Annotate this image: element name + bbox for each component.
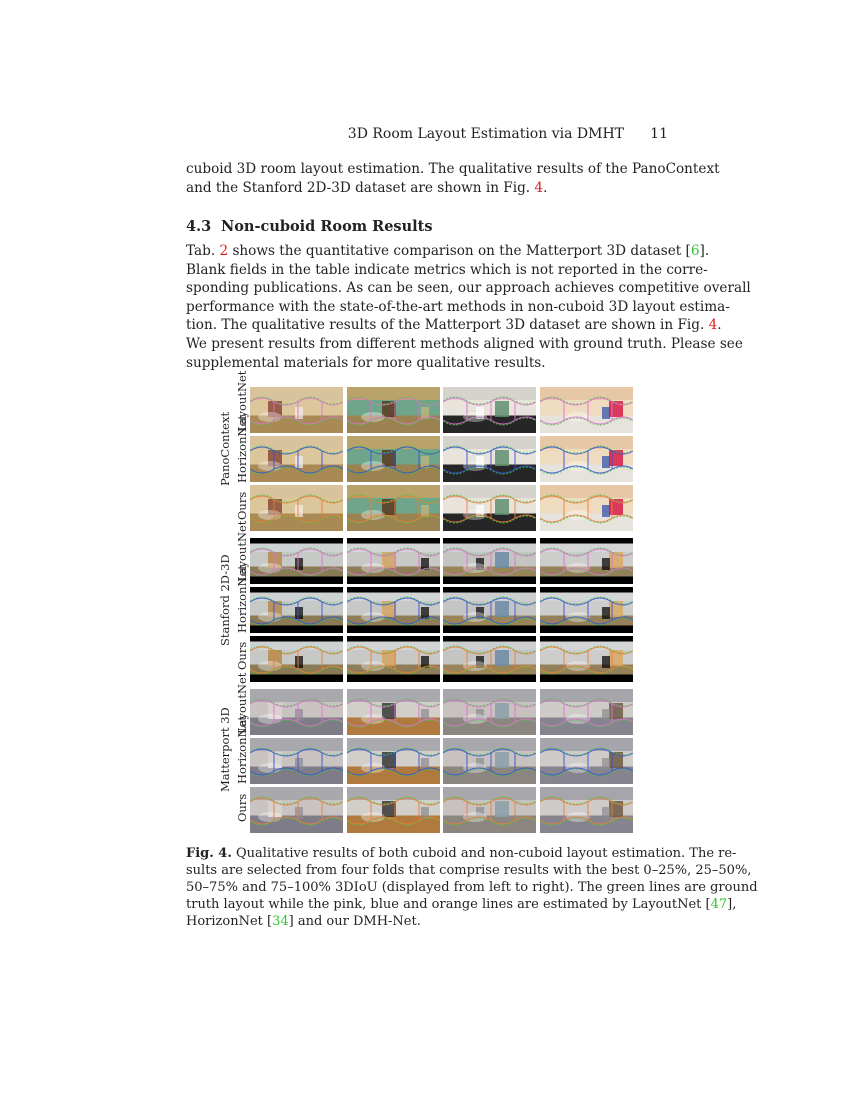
panorama-panel xyxy=(250,787,343,833)
page-number: 11 xyxy=(650,126,668,142)
citation-link[interactable]: 6 xyxy=(690,243,700,259)
row-label: HorizonNet xyxy=(235,715,249,784)
section-title: Non-cuboid Room Results xyxy=(221,218,433,235)
panorama-panel xyxy=(540,636,633,682)
figure-4 xyxy=(214,370,636,836)
panorama-panel xyxy=(250,587,343,633)
panorama-panel xyxy=(250,538,343,584)
panorama-panel xyxy=(250,636,343,682)
panorama-panel xyxy=(347,787,440,833)
figure-link[interactable]: 4 xyxy=(534,179,544,196)
panorama-panel xyxy=(443,787,536,833)
figure-link[interactable]: 4 xyxy=(708,317,718,334)
text-line: tion. The qualitative results of the Matterport 3D dataset are shown in Fig. 4. xyxy=(186,317,722,334)
running-head xyxy=(186,126,668,144)
group-label-matterport: Matterport 3D xyxy=(218,707,232,792)
row-label: Ours xyxy=(235,491,249,520)
panorama-panel xyxy=(250,436,343,482)
row-label: LayoutNet xyxy=(235,370,249,432)
text-line: and the Stanford 2D-3D dataset are shown in Fig. 4. xyxy=(186,179,548,196)
panorama-panel xyxy=(250,738,343,784)
panorama-panel xyxy=(443,485,536,531)
group-label-panocontext: PanoContext xyxy=(218,411,232,486)
text-line: Blank fields in the table indicate metrics which is not reported in the corre- xyxy=(186,261,708,278)
citation-link[interactable]: 47 xyxy=(710,897,728,912)
text-line: performance with the state-of-the-art methods in non-cuboid 3D layout estima- xyxy=(186,298,730,315)
group-label-stanford: Stanford 2D-3D xyxy=(218,554,232,646)
text-line: truth layout while the pink, blue and orange lines are estimated by LayoutNet [47], xyxy=(186,897,737,912)
panorama-panel xyxy=(347,689,440,735)
row-label: HorizonNet xyxy=(235,414,249,483)
text-line: sults are selected from four folds that comprise results with the best 0–25%, 25–50%, xyxy=(186,863,752,878)
panorama-panel xyxy=(540,587,633,633)
row-label: HorizonNet xyxy=(235,564,249,633)
citation-link[interactable]: 34 xyxy=(272,914,289,929)
text-line: HorizonNet [34] and our DMH-Net. xyxy=(186,914,421,929)
panorama-panel xyxy=(540,538,633,584)
panorama-panel xyxy=(540,787,633,833)
panorama-panel xyxy=(250,485,343,531)
panorama-panel xyxy=(443,587,536,633)
text-line: Tab. 2 shows the quantitative comparison on the Matterport 3D dataset [6]. xyxy=(186,243,710,259)
panorama-panel xyxy=(540,689,633,735)
text-line: 50–75% and 75–100% 3DIoU (displayed from left to right). The green lines are ground xyxy=(186,880,758,895)
panorama-panel xyxy=(540,738,633,784)
panorama-panel xyxy=(250,689,343,735)
panorama-panel xyxy=(347,538,440,584)
panorama-panel xyxy=(443,538,536,584)
running-title: 3D Room Layout Estimation via DMHT xyxy=(347,126,624,142)
caption-label: Fig. 4. xyxy=(186,846,232,861)
text-line: sponding publications. As can be seen, our approach achieves competitive overall xyxy=(186,280,751,297)
section-number: 4.3 xyxy=(186,218,212,235)
text-line: supplemental materials for more qualitative results. xyxy=(186,354,546,371)
panorama-panel xyxy=(443,436,536,482)
row-label: LayoutNet xyxy=(235,672,249,734)
row-label: Ours xyxy=(235,793,249,822)
intro-paragraph xyxy=(186,160,720,197)
text-line: We present results from different methods aligned with ground truth. Please see xyxy=(186,335,743,352)
panorama-panel xyxy=(347,587,440,633)
panorama-panel xyxy=(347,738,440,784)
text-line: cuboid 3D room layout estimation. The qualitative results of the PanoContext xyxy=(186,161,720,177)
text-line: Fig. 4. Qualitative results of both cuboid and non-cuboid layout estimation. The re- xyxy=(186,846,737,861)
panorama-panel xyxy=(347,636,440,682)
panorama-panel xyxy=(347,436,440,482)
section-heading xyxy=(186,218,433,235)
row-label: LayoutNet xyxy=(235,520,249,582)
table-link[interactable]: 2 xyxy=(219,243,229,259)
panorama-panel xyxy=(540,387,633,433)
panorama-panel xyxy=(443,636,536,682)
panorama-panel xyxy=(347,485,440,531)
panorama-panel xyxy=(540,485,633,531)
panorama-panel xyxy=(443,738,536,784)
figure-caption xyxy=(186,845,758,930)
panorama-panel xyxy=(250,387,343,433)
row-label: Ours xyxy=(235,641,249,670)
body-paragraph xyxy=(186,242,751,372)
panorama-panel xyxy=(443,689,536,735)
panorama-panel xyxy=(540,436,633,482)
panorama-panel xyxy=(443,387,536,433)
panorama-panel xyxy=(347,387,440,433)
